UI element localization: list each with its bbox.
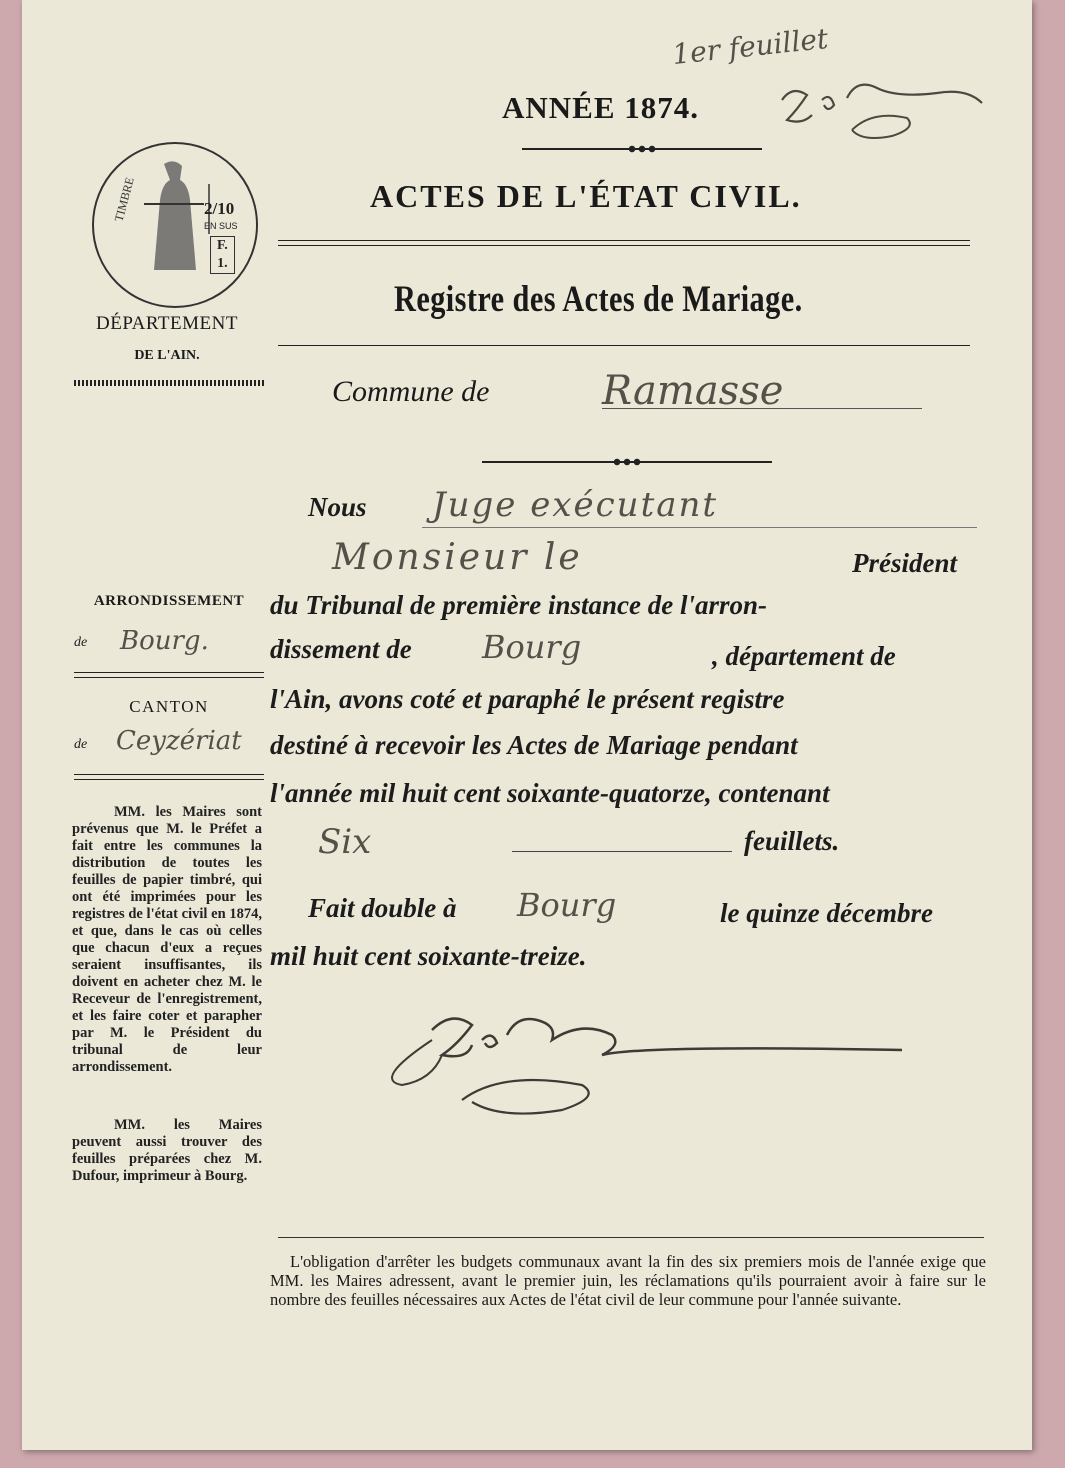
stamp-series-bottom: 1. bbox=[217, 256, 228, 271]
stamp-value: 2/10 bbox=[204, 199, 235, 218]
stamp-en-sus: EN SUS bbox=[204, 221, 238, 231]
arrondissement-rule bbox=[74, 672, 264, 678]
stamp-series-top: F. bbox=[217, 238, 228, 253]
canton-label: CANTON bbox=[129, 697, 209, 716]
paraph-signature-top bbox=[762, 70, 1012, 150]
folio-annotation: 1er feuillet bbox=[670, 21, 830, 72]
nous-label: Nous bbox=[308, 492, 367, 522]
footer-rule bbox=[278, 1237, 984, 1238]
commune-underline bbox=[602, 408, 922, 409]
line-ain: l'Ain, avons coté et paraphé le présent registre bbox=[270, 684, 785, 714]
canton-value: Ceyzériat bbox=[116, 726, 242, 756]
year-title: ANNÉE 1874. bbox=[502, 90, 700, 125]
fait-double-label: Fait double à bbox=[308, 893, 457, 923]
commune-name: Ramasse bbox=[602, 368, 784, 414]
handwritten-monsieur: Monsieur le bbox=[332, 537, 583, 578]
line-tribunal: du Tribunal de première instance de l'arron- bbox=[270, 590, 768, 620]
register-page bbox=[22, 0, 1032, 1450]
register-title: Registre des Actes de Mariage. bbox=[394, 279, 803, 320]
judge-line bbox=[422, 527, 977, 528]
handwritten-six: Six bbox=[318, 822, 372, 862]
feuillets-label: feuillets. bbox=[744, 826, 840, 856]
signature bbox=[362, 1000, 922, 1140]
dissement-label: dissement de bbox=[270, 634, 412, 664]
date-label: le quinze décembre bbox=[720, 898, 933, 928]
ornament-divider bbox=[522, 148, 762, 150]
line-destine: destiné à recevoir les Actes de Mariage pendant bbox=[270, 730, 798, 760]
wavy-divider bbox=[74, 380, 264, 386]
notice-dufour: MM. les Maires peuvent aussi trouver des feuilles préparées chez M. Dufour, imprimeur à Bourg. bbox=[72, 1117, 262, 1184]
line-annee: l'année mil huit cent soixante-quatorze, contenant bbox=[270, 778, 830, 808]
arrondissement-label: ARRONDISSEMENT bbox=[93, 593, 245, 609]
commune-label: Commune de bbox=[332, 375, 490, 408]
arrondissement-prefix: de bbox=[74, 635, 88, 650]
handwritten-judge: Juge exécutant bbox=[432, 485, 719, 525]
register-rule bbox=[278, 345, 970, 346]
feuillets-line bbox=[512, 851, 732, 852]
departement-label: , département de bbox=[712, 641, 896, 671]
president-label: Président bbox=[852, 548, 957, 578]
footer-note: L'obligation d'arrêter les budgets communaux avant la fin des six premiers mois de l'année exige que MM. les Maires adressent, avant le premier juin, les réclamations qu'ils pourraient avoir à faire sur le nombre des feuilles nécessaires aux Actes de l'état civil de leur commune pour l'année suivante. bbox=[270, 1252, 986, 1309]
ornament-divider-2 bbox=[482, 461, 772, 463]
stamp-series bbox=[210, 236, 235, 274]
notice-prefect: MM. les Maires sont prévenus que M. le Préfet a fait entre les communes la distribution de toutes les feuilles de papier timbré, qui ont été imprimées pour les registres de l'état civil en 1874, et que, dans le cas où celles que chacun d'eux a reçues seraient insuffisantes, ils doivent en acheter chez M. le Receveur de l'enregistrement, et les faire coter et parapher par M. le Président du tribunal de leur arrondissement. bbox=[72, 804, 262, 1075]
handwritten-bourg-2: Bourg bbox=[517, 886, 617, 924]
title-double-rule bbox=[278, 240, 970, 246]
canton-prefix: de bbox=[74, 737, 88, 752]
handwritten-bourg-1: Bourg bbox=[482, 628, 582, 666]
main-title: ACTES DE L'ÉTAT CIVIL. bbox=[370, 178, 802, 214]
arrondissement-value: Bourg. bbox=[120, 626, 209, 656]
revenue-stamp bbox=[92, 142, 258, 308]
department-label: DÉPARTEMENT bbox=[96, 313, 238, 334]
stamp-label: TIMBRE bbox=[111, 175, 137, 224]
line-mil: mil huit cent soixante-treize. bbox=[270, 941, 587, 971]
department-name: DE L'AIN. bbox=[134, 348, 200, 363]
canton-rule bbox=[74, 774, 264, 780]
